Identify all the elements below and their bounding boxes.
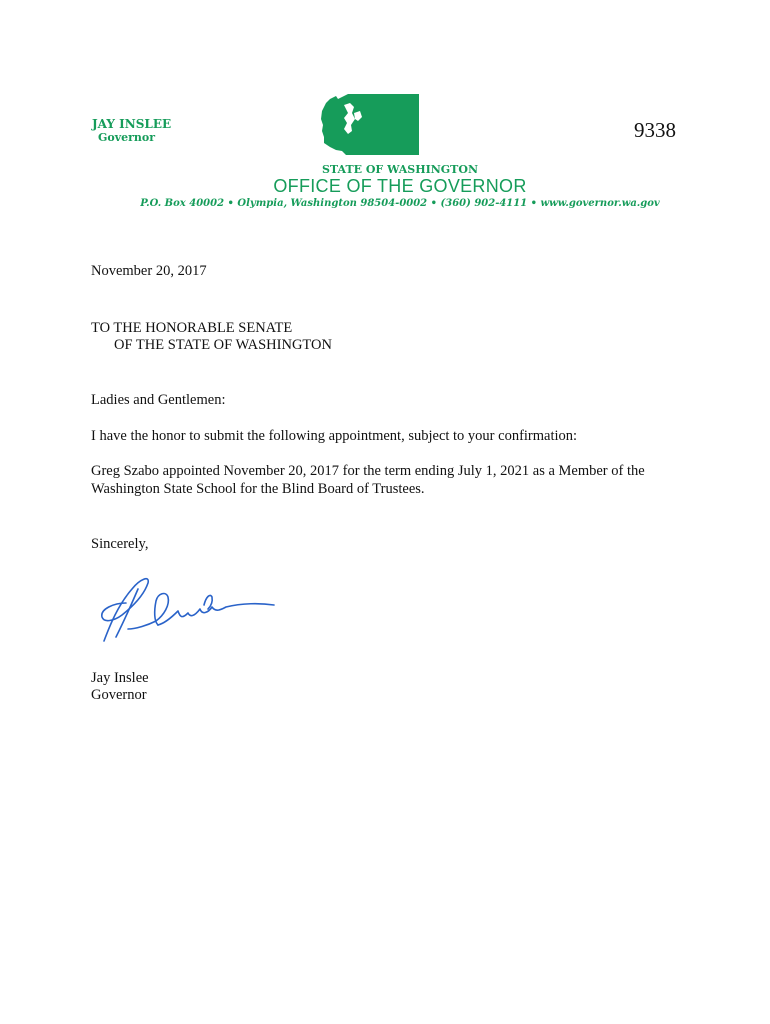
- document-number: 9338: [634, 118, 676, 142]
- letterhead-name-block: [92, 117, 171, 145]
- appointment-line-1: Greg Szabo appointed November 20, 2017 for the term ending July 1, 2021 as a Member of the: [91, 463, 645, 479]
- addressee-line-1: TO THE HONORABLE SENATE: [91, 320, 293, 336]
- governor-name: JAY INSLEE: [92, 117, 172, 131]
- letterhead-office: OFFICE OF THE GOVERNOR: [273, 176, 527, 196]
- appointment-line-2: Washington State School for the Blind Board of Trustees.: [91, 481, 425, 497]
- salutation: Ladies and Gentlemen:: [91, 392, 226, 408]
- handwritten-signature: [92, 567, 282, 649]
- letterhead-state: STATE OF WASHINGTON: [321, 163, 479, 176]
- signer-name: Jay Inslee: [91, 670, 149, 686]
- addressee-line-2: OF THE STATE OF WASHINGTON: [114, 337, 332, 353]
- closing: Sincerely,: [91, 536, 149, 552]
- letter-date: November 20, 2017: [91, 263, 207, 279]
- letterhead-address: P.O. Box 40002 • Olympia, Washington 98504-0002 • (360) 902-4111 • www.governor.wa.gov: [140, 198, 660, 209]
- governor-title: Governor: [98, 131, 156, 144]
- intro-paragraph: I have the honor to submit the following appointment, subject to your confirmation:: [91, 428, 578, 444]
- washington-state-map-icon: [318, 93, 420, 155]
- signer-title: Governor: [91, 687, 147, 703]
